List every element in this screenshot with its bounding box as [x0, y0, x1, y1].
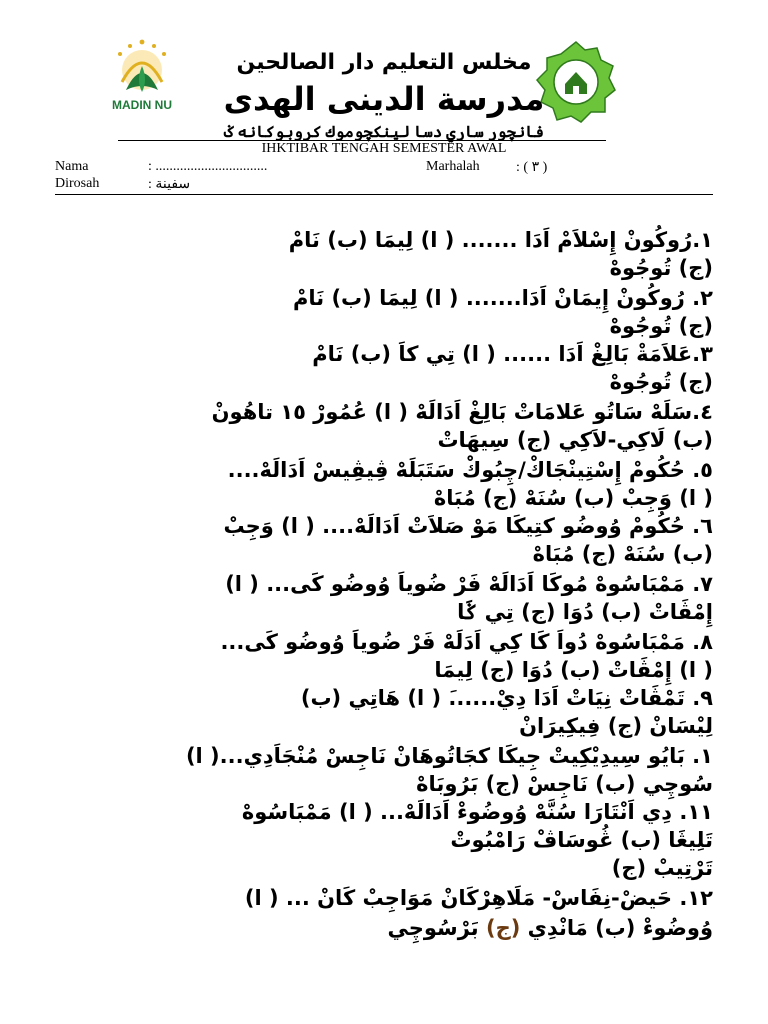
question-5: ٥. حُكُومْ إِسْتِينْجَاكْ/چِبُوكْ سَتَبَلَهْ ڤِيڤِيسْ اَدَالَهْ....	[227, 458, 713, 482]
question-4-options: (ب) لَاكِي-لاَكِي (ج) سِيهَاتْ	[437, 428, 713, 452]
question-8-options: ( ا) إِمْڤَاتْ (ب) دُوَا (ج) لِيمَا	[434, 658, 713, 682]
question-2-option: (ج) تُوجُوهْ	[609, 314, 713, 338]
question-11-options: تَلِيڠَا (ب) ڠُوسَاڤْ رَامْبُوتْ	[450, 828, 713, 852]
question-6-options: (ب) سُنَهْ (ج) مُبَاهْ	[532, 542, 713, 566]
question-6: ٦. حُكُومْ وُوضُو كتِيكَا مَوْ صَلاَتْ اَدَالَهْ.... ( ا) وَجِبْ	[223, 514, 713, 538]
dirosah-label: Dirosah	[55, 176, 100, 191]
nama-label: Nama	[55, 159, 89, 174]
question-7: ٧. مَمْبَاسُوهْ مُوكَا اَدَالَهْ فَرْ ضُوياَ وُوضُو كَى... ( ا)	[225, 572, 713, 596]
question-5-options: ( ا) وَجِبْ (ب) سُنَهْ (ج) مُبَاهْ	[433, 486, 713, 510]
question-10-options: سُوچِي (ب) نَاجِسْ (ج) بَرُوبَاهْ	[416, 772, 713, 796]
question-9-options: لِيْسَانْ (ج) فِيكِيرَانْ	[519, 714, 713, 738]
school-name: مدرسة الدينى الهدى	[223, 80, 545, 118]
madin-nu-label: MADIN NU	[112, 98, 172, 112]
question-12-options: وُوضُوءْ (ب) مَانْدِي (ج) بَرْسُوچِي	[387, 916, 713, 940]
school-address: فانچور ساري دسا لينكچوموك كروبوكانه ݢ	[224, 124, 544, 141]
question-11: ١١. دِي اَنْتَارَا سُنَّهْ وُوضُوءْ اَدَالَهْ... ( ا) مَمْبَاسُوهْ	[241, 800, 713, 824]
question-11-option-c: تَرْتِيبْ (ج)	[611, 856, 713, 880]
question-10: ١. بَايُو سِيدِيْكِيتْ جِيكَا كجَاتُوهَانْ نَاجِسْ مُنْجَاَدِي...( ا)	[185, 744, 713, 768]
meta-divider	[55, 194, 713, 195]
question-3-option: (ج) تُوجُوهْ	[609, 370, 713, 394]
question-2: ٢. رُوكُونْ إِيمَانْ اَدَا....... ( ا) لِيمَا (ب) نَامْ	[292, 286, 713, 310]
question-8: ٨. مَمْبَاسُوهْ دُواَ كَا كِي اَدَلَهْ فَرْ ضُوياَ وُوضُو كَى...	[220, 630, 713, 654]
question-3: ٣.عَلاَمَةْ بَالِغْ اَدَا ...... ( ا) تِي كاَ (ب) نَامْ	[312, 342, 713, 366]
option-c-marker: (ج)	[485, 916, 521, 940]
dirosah-value: : سفينة	[148, 177, 191, 192]
exam-title: IHKTIBAR TENGAH SEMESTER AWAL	[261, 141, 507, 156]
nama-value: : ................................	[148, 159, 268, 174]
question-7-options: إِمْڤَاتْ (ب) دُوَا (ج) تِي ݢَا	[457, 600, 713, 624]
question-1-option: (ج) تُوجُوهْ	[609, 256, 713, 280]
organization-name: مخلس التعليم دار الصالحين	[236, 50, 532, 75]
marhalah-value: : ( ٣ )	[516, 160, 548, 175]
marhalah-label: Marhalah	[426, 159, 480, 174]
question-9: ٩. تَمْڤَاتْ نِيَاتْ اَدَا دِيْ......َ ( ا) هَاتِي (ب)	[300, 686, 713, 710]
question-4: ٤.سَلَهْ سَاتُو عَلامَاتْ بَالِغْ اَدَالَهْ ( ا) عُمُورْ ١٥ تاهُونْ	[211, 400, 713, 424]
question-12: ١٢. حَيضْ-نِفَاسْ- مَلَاهِرْكَانْ مَوَاجِبْ كَانْ ... ( ا)	[244, 886, 713, 910]
question-1: ١.رُوكُونْ إِسْلاَمْ اَدَا ....... ( ا) لِيمَا (ب) نَامْ	[288, 228, 713, 252]
